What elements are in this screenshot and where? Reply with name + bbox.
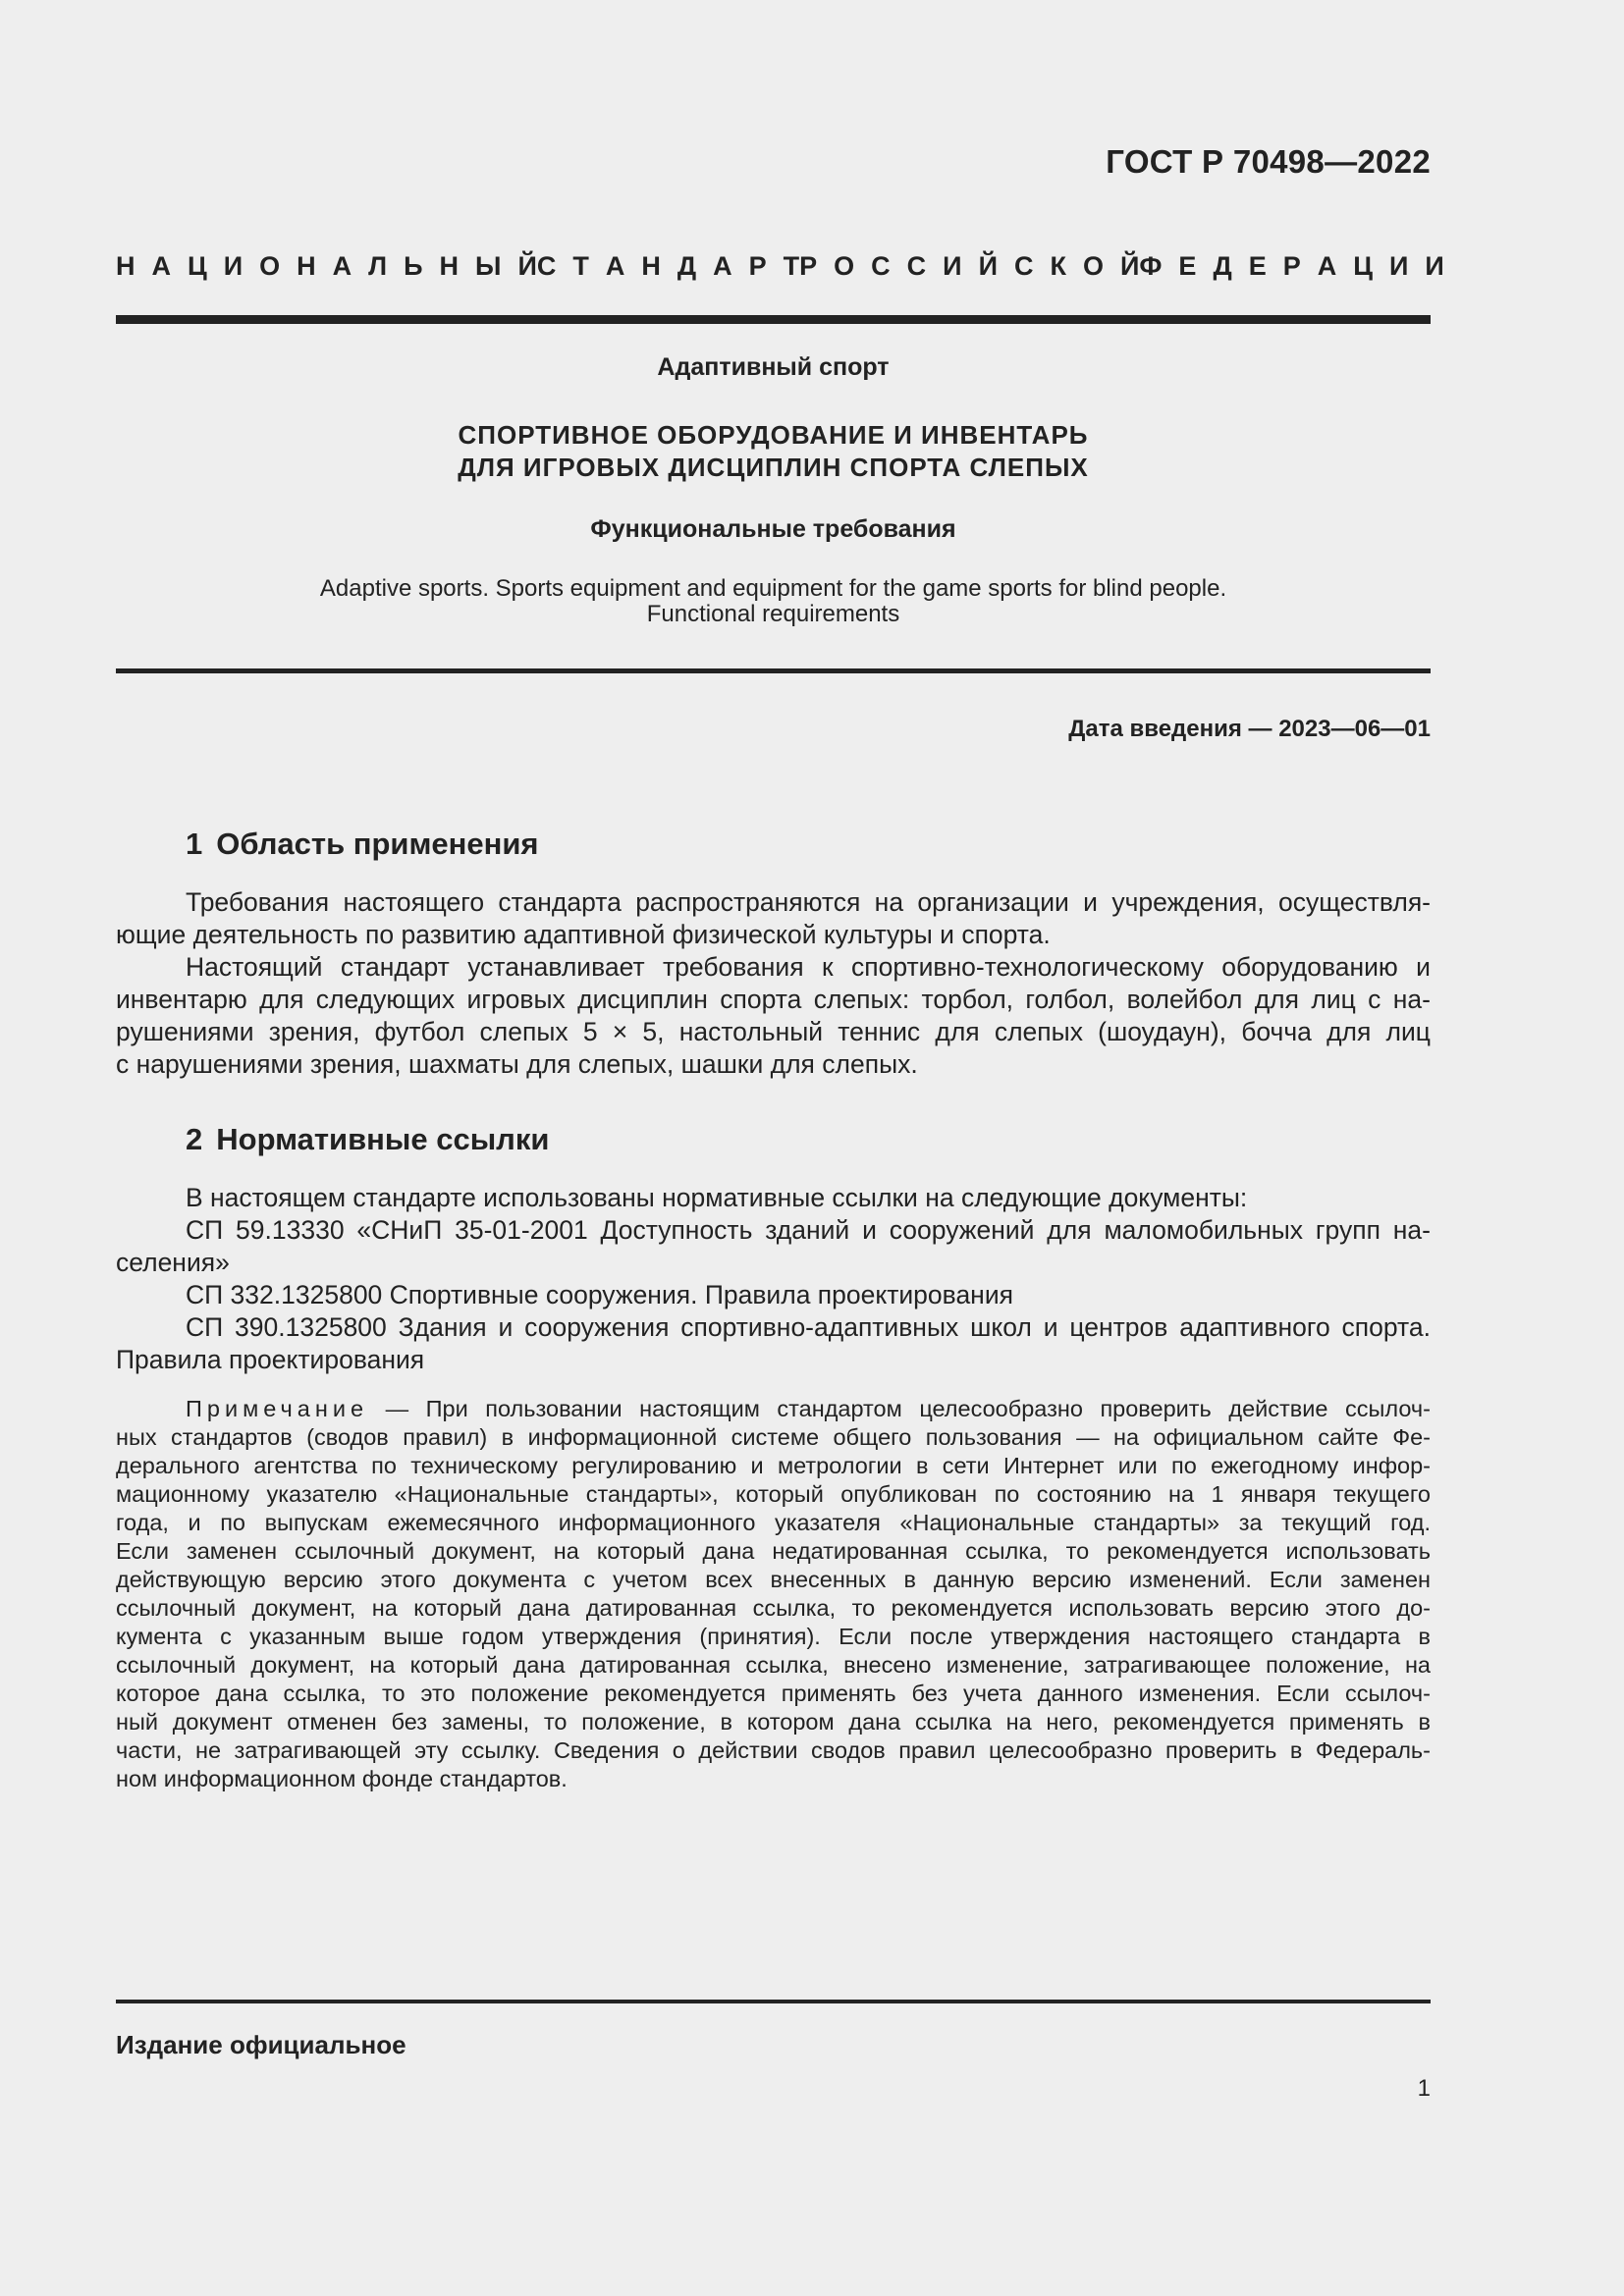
reference-line: СП 332.1325800 Спортивные сооружения. Правила проектирования <box>186 1280 1013 1309</box>
header-divider <box>116 315 1431 324</box>
reference-line: СП 390.1325800 Здания и сооружения спортивно-адаптивных школ и центров адаптивного спорта. <box>186 1312 1431 1342</box>
reference-line: СП 59.13330 «СНиП 35-01-2001 Доступность зданий и сооружений для маломобильных групп на- <box>186 1215 1431 1245</box>
paragraph-line: В настоящем стандарте использованы нормативные ссылки на следующие документы: <box>186 1183 1248 1212</box>
paragraph-line: ющие деятельность по развитию адаптивной физической культуры и спорта. <box>116 920 1051 949</box>
note-line <box>186 1395 1431 1423</box>
title-divider <box>116 668 1431 673</box>
document-subtitle: Адаптивный спорт <box>657 353 890 381</box>
intro-date: Дата введения — 2023—06—01 <box>1068 716 1431 742</box>
note-label: Примечание <box>186 1396 369 1421</box>
note-line: ссылочный документ, на который дана датированная ссылка, внесено изменение, затрагивающее положение, на <box>116 1652 1431 1678</box>
english-title-line-2: Functional requirements <box>646 601 900 627</box>
note-line: части, не затрагивающей эту ссылку. Сведения о действии сводов правил целесообразно проверить в Федераль- <box>116 1737 1431 1763</box>
banner-word: С Т А Н Д А Р Т <box>536 251 800 281</box>
banner-word: Ф Е Д Е Р А Ц И И <box>1139 251 1444 281</box>
section-1-heading <box>186 827 539 862</box>
banner-word: Н А Ц И О Н А Л Ь Н Ы Й <box>116 251 537 281</box>
page-number: 1 <box>1417 2075 1431 2102</box>
note-text: — При пользовании настоящим стандартом целесообразно проверить действие ссылоч- <box>368 1396 1431 1421</box>
reference-line: Правила проектирования <box>116 1345 425 1374</box>
note-line: года, и по выпускам ежемесячного информационного указателя «Национальные стандарты» за текущий год. <box>116 1510 1431 1535</box>
note-line: ссылочный документ, на который дана датированная ссылка, то рекомендуется использовать версию этого до- <box>116 1595 1431 1621</box>
section-number: 2 <box>186 1122 203 1156</box>
document-title-line-2: ДЛЯ ИГРОВЫХ ДИСЦИПЛИН СПОРТА СЛЕПЫХ <box>458 453 1089 482</box>
section-number: 1 <box>186 827 203 861</box>
note-line: дерального агентства по техническому регулированию и метрологии в сети Интернет или по ежегодному инфор- <box>116 1453 1431 1478</box>
paragraph-line: Требования настоящего стандарта распространяются на организации и учреждения, осуществля- <box>186 887 1431 917</box>
reference-line: селения» <box>116 1248 230 1277</box>
note-line: мационному указателю «Национальные стандарты», который опубликован по состоянию на 1 января текущего <box>116 1481 1431 1507</box>
paragraph-line: инвентарю для следующих игровых дисциплин спорта слепых: торбол, голбол, волейбол для лиц с на- <box>116 985 1431 1014</box>
note-line: ных стандартов (сводов правил) в информационной системе общего пользования — на официальном сайте Фе- <box>116 1424 1431 1450</box>
note-line: Если заменен ссылочный документ, на который дана недатированная ссылка, то рекомендуется использовать <box>116 1538 1431 1564</box>
paragraph-line: с нарушениями зрения, шахматы для слепых, шашки для слепых. <box>116 1049 918 1079</box>
footer-divider <box>116 2000 1431 2003</box>
document-title-line-1: СПОРТИВНОЕ ОБОРУДОВАНИЕ И ИНВЕНТАРЬ <box>458 420 1089 450</box>
banner-word: Р О С С И Й С К О Й <box>799 251 1140 281</box>
edition-label: Издание официальное <box>116 2030 406 2059</box>
gost-number: ГОСТ Р 70498—2022 <box>1106 143 1431 180</box>
note-line: кумента с указанным выше годом утверждения (принятия). Если после утверждения настоящего стандарта в <box>116 1624 1431 1649</box>
note-line: действующую версию этого документа с учетом всех внесенных в данную версию изменений. Если заменен <box>116 1567 1431 1592</box>
note-line: ном информационном фонде стандартов. <box>116 1766 568 1791</box>
document-requirements-subtitle: Функциональные требования <box>590 515 956 543</box>
national-standard-banner <box>116 251 1444 282</box>
paragraph-line: рушениями зрения, футбол слепых 5 × 5, настольный теннис для слепых (шоудаун), бочча для лиц <box>116 1017 1431 1046</box>
section-2-heading <box>186 1122 549 1157</box>
note-line: ный документ отменен без замены, то положение, в котором дана ссылка на него, рекомендуется применять в <box>116 1709 1431 1735</box>
note-line: которое дана ссылка, то это положение рекомендуется применять без учета данного изменения. Если ссылоч- <box>116 1681 1431 1706</box>
section-title: Область применения <box>216 827 539 861</box>
section-title: Нормативные ссылки <box>216 1122 550 1156</box>
paragraph-line: Настоящий стандарт устанавливает требования к спортивно-технологическому оборудованию и <box>186 952 1431 982</box>
english-title-line-1: Adaptive sports. Sports equipment and equipment for the game sports for blind people. <box>319 575 1227 602</box>
